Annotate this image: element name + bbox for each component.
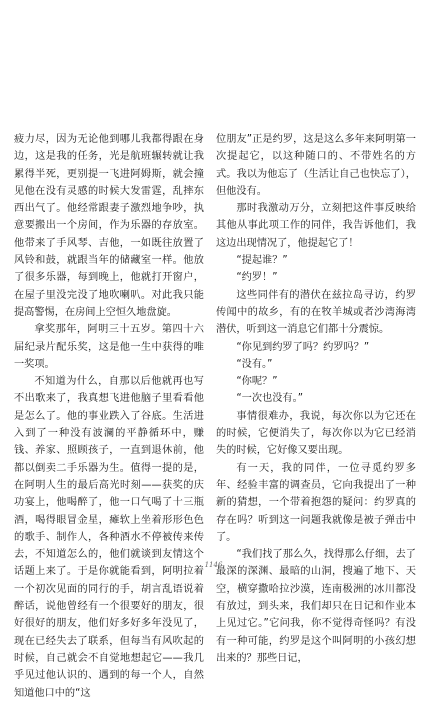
page-number: 1146 bbox=[204, 561, 223, 569]
left-text-column bbox=[14, 131, 204, 702]
right-text-column bbox=[216, 131, 416, 667]
paragraph: 不知道为什么，自那以后他就再也写不出歌来了，我真想飞进他脑子里看看他是怎么了。他的事业跌入了谷底。生活进入到了一种没有波澜的平静循环中，赚钱、养家、照顾孩子，一直到退休前，他都以倒卖二手乐器为生。值得一提的是，在阿明人生的最后高光时刻——获奖的庆功宴上，他喝醉了，他一口气喝了十三瓶酒，喝得眼冒金星，瘫软上坐着形形色色的歌手、制作人，各种酒水不停被传来传去，不知道怎么的，他们就谈到友情这个话题上来了。于是你就能看到，阿明拉着一个初次见面的同行的手，胡言乱语说着醉话，说他曾经有一个很要好的朋友，很好很好的朋友，他们好多好多年没见了，现在已经失去了联系，但每当有风吹起的时候，自己就会不自觉地想起它——我几乎见过他认识的、遇到的每一个人，自然知道他口中的“这 bbox=[14, 376, 204, 699]
paragraph: “你呢？” bbox=[236, 376, 278, 388]
paragraph: “一次也没有。” bbox=[236, 393, 303, 405]
paragraph: 疲力尽，因为无论他到哪儿我都得跟在身边，这是我的任务，光是航班辗转就让我累得半死，更别提一飞进阿姆斯，就会撞见他在没有灵感的时候大发雷霆，乱摔东西出气了。他经常跟妻子激烈地争吵，执意要搬出一个房间，作为乐器的存放室。他带来了手风琴、吉他，一如既往放置了风铃和鼓，就跟当年的储藏室一样。他放了很多乐器，每到晚上，他就打开窗户，在屋子里没完没了地吹喇叭。对此我只能提高警惕，在房间上空恒久地盘旋。 bbox=[14, 134, 204, 318]
paragraph: 位朋友”正是约罗，这是这么多年来阿明第一次提起它，以这种随口的、不带姓名的方式。我以为他忘了（生活让自己也快忘了），但他没有。 bbox=[216, 134, 416, 197]
paragraph: “我们找了那么久，找得那么仔细，去了最深的深渊、最暗的山洞，搜遍了地下、天空，横穿撒哈拉沙漠，连南极洲的冰川都没有放过，到头来，我们却只在日记和作业本上见过它。”它问我，你不觉得奇怪吗？有没有一种可能，约罗是这个叫阿明的小孩幻想出来的？那些日记， bbox=[216, 549, 416, 664]
paragraph: “约罗！” bbox=[236, 272, 278, 284]
paragraph: “提起谁？” bbox=[236, 255, 288, 267]
paragraph: 这些同伴有的潜伏在兹拉岛寻访，约罗传闻中的故乡，有的在牧羊城或者沙湾海湾潜伏，听到这一消息它们都十分震惊。 bbox=[216, 289, 416, 336]
paragraph: 拿奖那年，阿明三十五岁。第四十六届纪录片配乐奖，这是他一生中获得的唯一奖项。 bbox=[14, 324, 204, 370]
paragraph: 那时我激动万分，立刻把这件事反映给其他从事此项工作的同伴，我告诉他们，我这边出现情况了，他提起它了！ bbox=[216, 203, 416, 249]
paragraph: 事情很难办，我说，每次你以为它还在的时候，它便消失了，每次你以为它已经消失的时候，它好像又要出现。 bbox=[216, 410, 416, 457]
paragraph: “没有。” bbox=[236, 358, 273, 370]
paragraph: “你见到约罗了吗？约罗吗？” bbox=[236, 341, 370, 353]
paragraph: 有一天，我的同伴，一位寻觅约罗多年、经验丰富的调查员，它向我提出了一种新的猜想，一个带着抱怨的疑问：约罗真的存在吗？听到这一问题我就像是被子弹击中了。 bbox=[216, 462, 416, 543]
